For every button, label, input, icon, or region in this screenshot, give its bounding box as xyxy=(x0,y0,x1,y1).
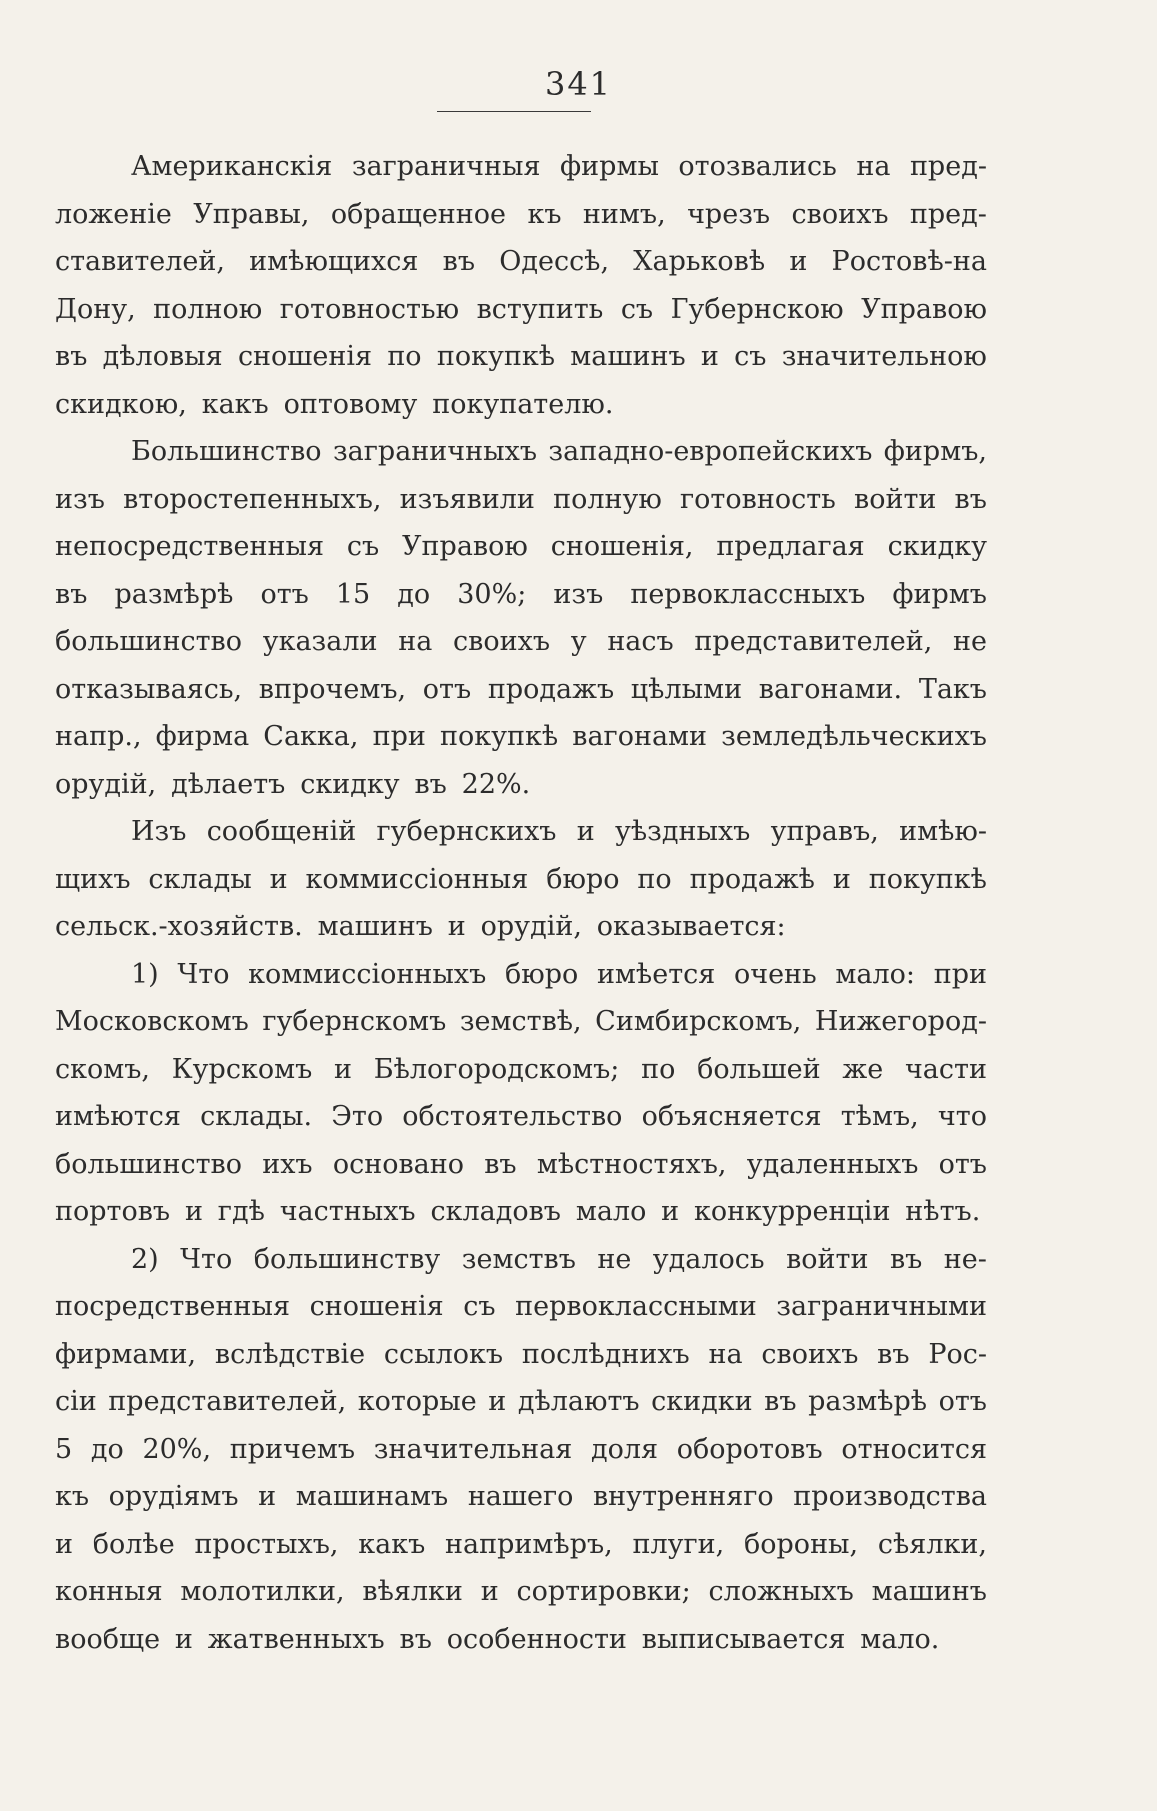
text-line: 5 до 20%, причемъ значительная доля оборотовъ относится xyxy=(55,1433,987,1465)
text-line: Изъ сообщеній губернскихъ и уѣздныхъ управъ, имѣю- xyxy=(131,816,987,847)
text-line: отказываясь, впрочемъ, отъ продажъ цѣлыми вагонами. Такъ xyxy=(55,673,987,705)
text-line: большинство ихъ основано въ мѣстностяхъ, удаленныхъ отъ xyxy=(55,1148,987,1180)
text-line: Большинство заграничныхъ западно-европейскихъ фирмъ, xyxy=(131,436,987,467)
paragraph xyxy=(55,808,987,951)
text-line: ставителей, имѣющихся въ Одессѣ, Харьковѣ и Ростовѣ-на xyxy=(55,246,987,277)
text-line: 2) Что большинству земствъ не удалось войти въ не- xyxy=(131,1243,987,1275)
text-line: Московскомъ губернскомъ земствѣ, Симбирскомъ, Нижегород- xyxy=(55,1006,987,1037)
text-line: вообще и жатвенныхъ въ особенности выписывается мало. xyxy=(55,1623,940,1655)
text-line: Дону, полною готовностью вступить съ Губернскою Управою xyxy=(55,293,987,325)
text-line: большинство указали на своихъ у насъ представителей, не xyxy=(55,626,987,657)
text-line: сельск.-хозяйств. машинъ и орудій, оказывается: xyxy=(55,911,786,942)
text-line: щихъ склады и коммиссіонныя бюро по продажѣ и покупкѣ xyxy=(55,863,987,895)
body-text xyxy=(55,143,987,1663)
header-rule xyxy=(437,111,591,112)
text-line: ложеніе Управы, обращенное къ нимъ, чрезъ своихъ пред- xyxy=(55,198,987,230)
text-line: Американскія заграничныя фирмы отозвались на пред- xyxy=(131,151,987,182)
text-line: сіи представителей, которые и дѣлаютъ скидки въ размѣрѣ отъ xyxy=(55,1386,987,1417)
paragraph xyxy=(55,428,987,808)
paragraph xyxy=(55,143,987,428)
text-line: къ орудіямъ и машинамъ нашего внутренняго производства xyxy=(55,1481,987,1512)
text-line: скидкою, какъ оптовому покупателю. xyxy=(55,388,614,420)
text-line: портовъ и гдѣ частныхъ складовъ мало и конкурренціи нѣтъ. xyxy=(55,1196,981,1227)
text-line: 1) Что коммиссіонныхъ бюро имѣется очень мало: при xyxy=(131,958,987,990)
text-line: фирмами, вслѣдствіе ссылокъ послѣднихъ на своихъ въ Рос- xyxy=(55,1338,987,1370)
paragraph xyxy=(55,951,987,1236)
paragraph xyxy=(55,1236,987,1664)
text-line: въ размѣрѣ отъ 15 до 30%; изъ первоклассныхъ фирмъ xyxy=(55,578,987,610)
text-line: напр., фирма Сакка, при покупкѣ вагонами земледѣльческихъ xyxy=(55,721,987,752)
text-line: посредственныя сношенія съ первоклассными заграничными xyxy=(55,1291,987,1322)
text-line: конныя молотилки, вѣялки и сортировки; сложныхъ машинъ xyxy=(55,1576,987,1607)
text-line: скомъ, Курскомъ и Бѣлогородскомъ; по большей же части xyxy=(55,1053,987,1085)
text-line: изъ второстепенныхъ, изъявили полную готовность войти въ xyxy=(55,483,987,515)
text-line: въ дѣловыя сношенія по покупкѣ машинъ и съ значительною xyxy=(55,341,987,372)
text-line: непосредственныя съ Управою сношенія, предлагая скидку xyxy=(55,531,987,562)
text-line: и болѣе простыхъ, какъ напримѣръ, плуги, бороны, сѣялки, xyxy=(55,1528,987,1560)
text-line: имѣются склады. Это обстоятельство объясняется тѣмъ, что xyxy=(55,1101,987,1132)
page-number: 341 xyxy=(544,65,613,103)
text-line: орудій, дѣлаетъ скидку въ 22%. xyxy=(55,768,531,800)
